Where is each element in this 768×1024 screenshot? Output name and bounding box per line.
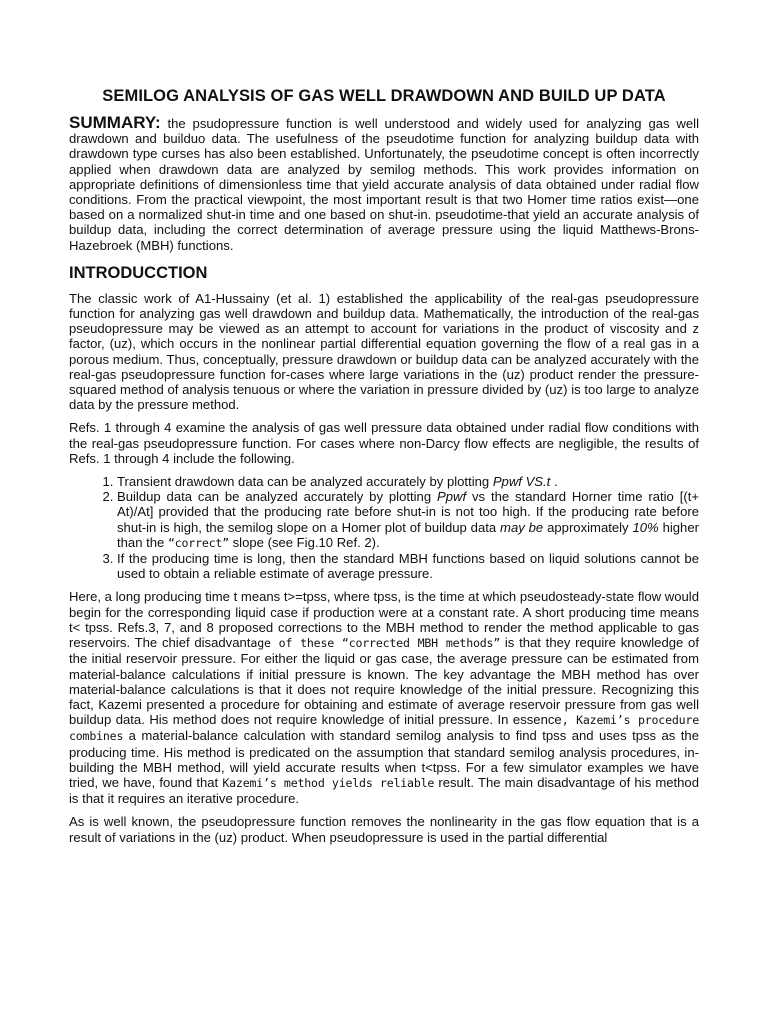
intro-paragraph-1: The classic work of A1-Hussainy (et al. 1) established the applicability of the real-gas pseudopressure function for analyzing gas well drawdown and buildup data. Mathematically, the introduction of the real-gas pseudopressure may be viewed as an attempt to account for variations in the product of viscosity and z factor, (uz), which occurs in the nonlinear partial differential equation governing the flow of a real gas in a porous medium. Thus, conceptually, pressure drawdown or buildup data can be analyzed accurately with the real-gas pseudopressure function for-cases where large variations in the (uz) product render the pressure-squared method of analysis tenuous or where the variation in pressure divided by (uz) is too large to analyze data by the pressure method.: [69, 290, 699, 413]
summary-text: the psudopressure function is well understood and widely used for analyzing gas well drawdown and builduo data. The usefulness of the pseudotime function for analyzing buildup data with drawdown type curses has also been established. Unfortunately, the pseudotime concept is often incorrectly applied when drawdown data are analyzed by semilog methods. This work provides information on appropriate definitions of dimensionless time that yield accurate analysis of data obtained under radial flow conditions. From the practical viewpoint, the most important result is that two Homer time ratios exist—one based on a normalized shut-in time and one based on shut-in. pseudotime-that yield an accurate analysis of buildup data, including the correct determination of average pressure using the liquid Matthews-Brons-Hazebroek (MBH) functions.: [69, 116, 699, 253]
intro-paragraph-2: Refs. 1 through 4 examine the analysis of gas well pressure data obtained under radial flow conditions with the real-gas pseudopressure function. For cases where non-Darcy flow effects are negligible, the results of Refs. 1 through 4 include the following.: [69, 420, 699, 466]
intro-paragraph-3: Here, a long producing time t means t>=tpss, where tpss, is the time at which pseudosteady-state flow would begin for the corresponding liquid case if production were at a constant rate. A short producing time means t< tpss. Refs.3, 7, and 8 proposed corrections to the MBH method to render the method applicable to gas reservoirs. The chief disadvantage of these “corrected MBH methods” is that they require knowledge of the initial reservoir pressure. For either the liquid or gas case, the average pressure can be estimated from material-balance calculations if initial pressure is known. The key advantage the MBH method has over material-balance calculations is that it does not require knowledge of the initial pressure. Recognizing this fact, Kazemi presented a procedure for obtaining and estimate of average reservoir pressure from gas well buildup data. His method does not require knowledge of initial pressure. In essence, Kazemi’s procedure combines a material-balance calculation with standard semilog analysis to find tpss and uses tpss as the producing time. His method is predicated on the assumption that standard semilog analysis procedures, in-building the MBH method, will yield accurate results when t<tpss. For a few simulator examples we have tried, we have, found that Kazemi’s method yields reliable result. The main disadvantage of his method is that it requires an iterative procedure.: [69, 589, 699, 807]
list-item: 2. Buildup data can be analyzed accurately by plotting Ppwf vs the standard Horner time ratio [(t+ At)/At] provided that the producing rate before shut-in is not too high. If the producing rate before shut-in is high, the semilog slope on a Homer plot of buildup data may be approximately 10% higher than the “correct” slope (see Fig.10 Ref. 2).: [117, 489, 699, 551]
paper-title: SEMILOG ANALYSIS OF GAS WELL DRAWDOWN AND BUILD UP DATA: [102, 87, 666, 105]
summary-heading: SUMMARY:: [69, 113, 161, 132]
document-page: [69, 86, 699, 853]
summary-paragraph: [69, 115, 699, 253]
findings-list: [69, 474, 699, 581]
introduction-heading: INTRODUCCTION: [69, 263, 208, 282]
list-item: 1. Transient drawdown data can be analyzed accurately by plotting Ppwf VS.t .: [117, 474, 699, 489]
intro-paragraph-4: As is well known, the pseudopressure function removes the nonlinearity in the gas flow equation that is a result of variations in the (uz) product. When pseudopressure is used in the partial differential: [69, 814, 699, 845]
list-item: 3. If the producing time is long, then the standard MBH functions based on liquid solutions cannot be used to obtain a reliable estimate of average pressure.: [117, 551, 699, 581]
